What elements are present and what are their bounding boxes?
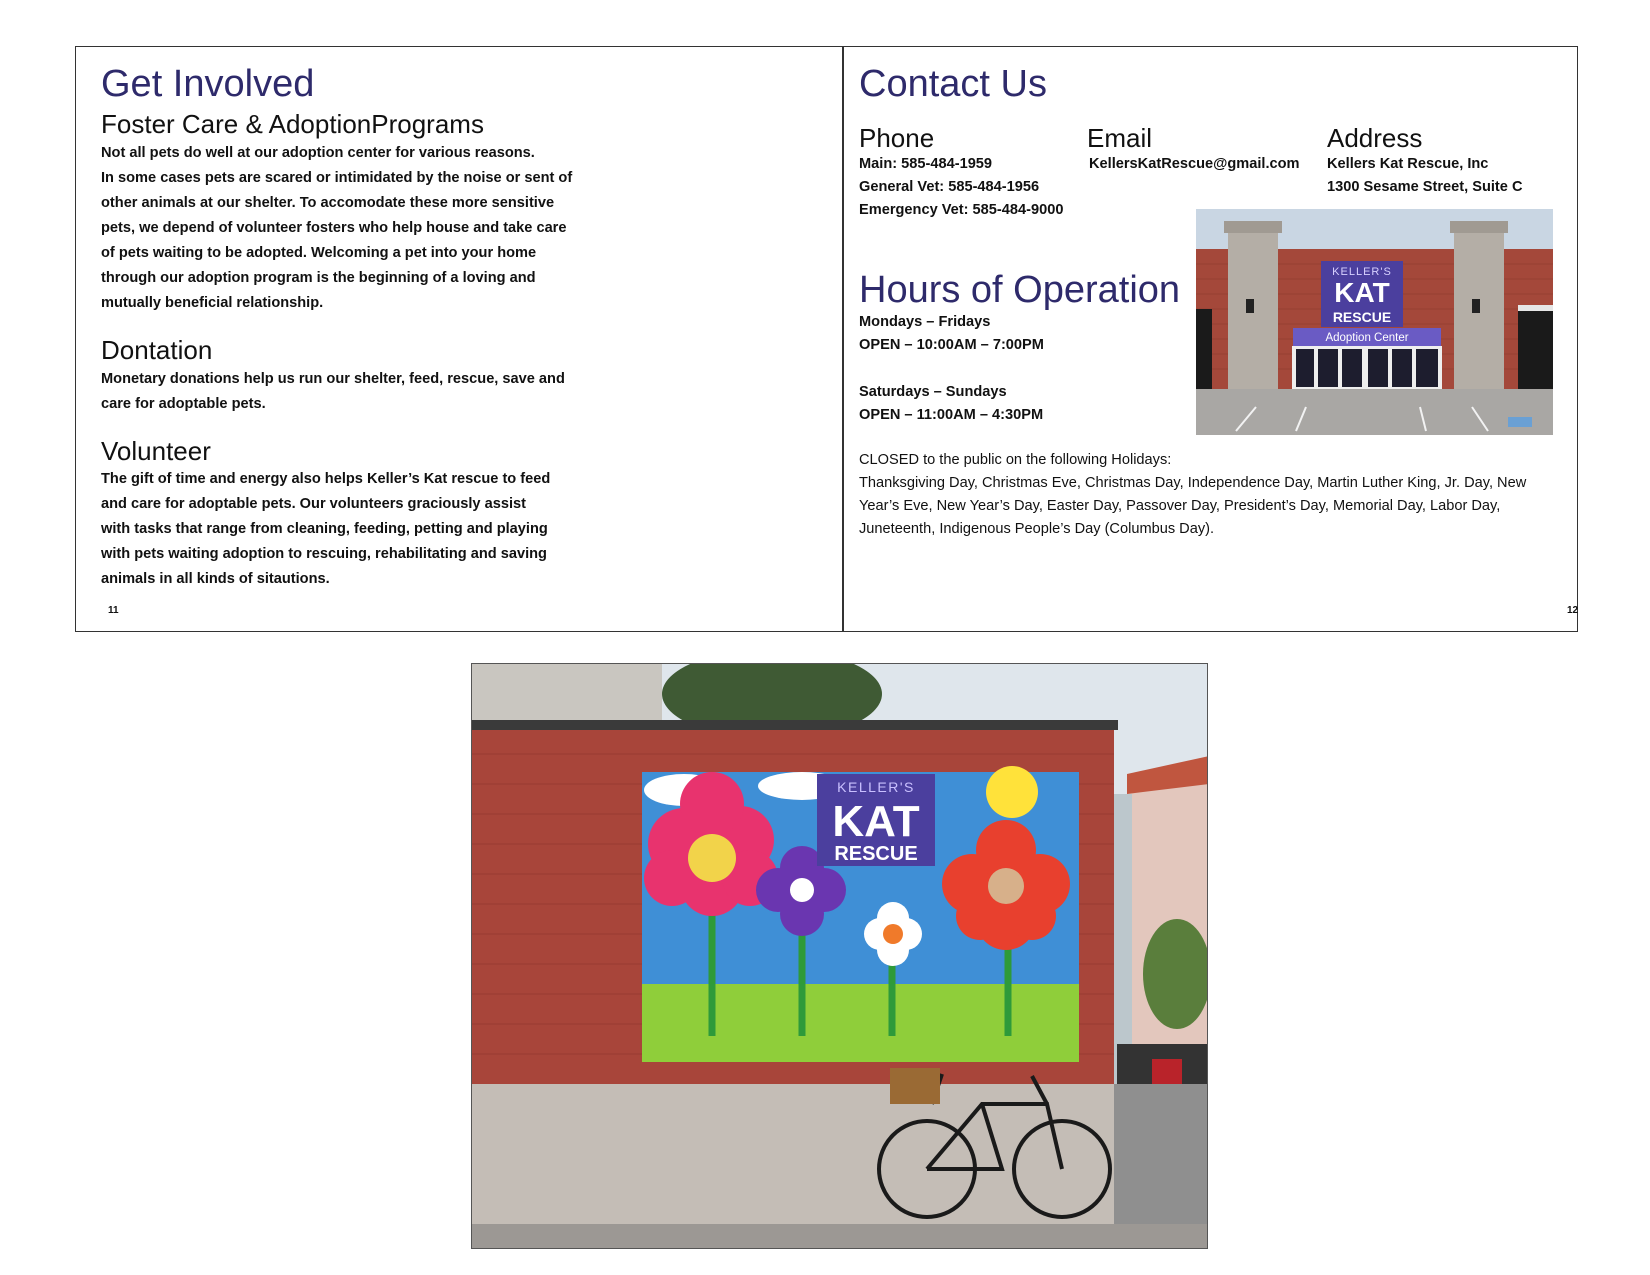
mural-illustration (472, 664, 1208, 1249)
storefront-sign-line2: KAT (1334, 277, 1390, 308)
closed-holidays (859, 449, 1526, 541)
donation-line: Monetary donations help us run our shelter, feed, rescue, save and (101, 371, 565, 387)
foster-line: mutually beneficial relationship. (101, 295, 324, 311)
volunteer-line: with tasks that range from cleaning, feeding, petting and playing (101, 521, 548, 537)
mural-photo (471, 663, 1208, 1249)
email-address: KellersKatRescue@gmail.com (1089, 156, 1300, 172)
weekend-hours: OPEN – 11:00AM – 4:30PM (859, 407, 1044, 423)
address-line: Kellers Kat Rescue, Inc (1327, 156, 1489, 172)
mural-sign-line2: KAT (832, 797, 920, 846)
email-value (1089, 153, 1300, 176)
hours-heading: Hours of Operation (859, 269, 1181, 311)
foster-line: pets, we depend of volunteer fosters who help house and take care (101, 220, 567, 236)
foster-line: through our adoption program is the beginning of a loving and (101, 270, 536, 286)
phone-list (859, 153, 1063, 222)
storefront-banner: Adoption Center (1325, 332, 1409, 344)
get-involved-title: Get Involved (101, 63, 315, 105)
foster-heading: Foster Care & AdoptionPrograms (101, 109, 484, 139)
volunteer-line: The gift of time and energy also helps Keller’s Kat rescue to feed (101, 471, 551, 487)
holiday-line: Year’s Eve, New Year’s Day, Easter Day, Passover Day, President’s Day, Memorial Day, Labor Day, (859, 498, 1501, 514)
address-heading: Address (1327, 123, 1423, 153)
foster-line: other animals at our shelter. To accomodate these more sensitive (101, 195, 555, 211)
hours-weekend (859, 381, 1043, 427)
donation-body (101, 367, 565, 417)
storefront-sign-line3: RESCUE (1332, 309, 1392, 325)
phone-line: Main: 585-484-1959 (859, 156, 993, 172)
donation-line: care for adoptable pets. (101, 396, 266, 412)
storefront-photo (1196, 209, 1553, 435)
page-number-left: 11 (108, 605, 119, 616)
contact-us-title: Contact Us (859, 63, 1047, 105)
volunteer-body (101, 467, 550, 592)
holiday-line: Juneteenth, Indigenous People’s Day (Columbus Day). (859, 521, 1215, 537)
volunteer-line: animals in all kinds of sitautions. (101, 571, 330, 587)
volunteer-heading: Volunteer (101, 436, 211, 466)
weekday-hours: OPEN – 10:00AM – 7:00PM (859, 337, 1044, 353)
closed-intro: CLOSED to the public on the following Holidays: (859, 452, 1172, 468)
foster-line: Not all pets do well at our adoption center for various reasons. (101, 145, 535, 161)
phone-line: Emergency Vet: 585-484-9000 (859, 202, 1064, 218)
phone-heading: Phone (859, 123, 935, 153)
storefront-sign-line1: KELLER'S (1332, 266, 1392, 278)
mural-sign-line1: KELLER'S (837, 779, 915, 795)
volunteer-line: with pets waiting adoption to rescuing, rehabilitating and saving (101, 546, 547, 562)
hours-weekday (859, 311, 1044, 357)
foster-line: In some cases pets are scared or intimidated by the noise or sent of (101, 170, 573, 186)
foster-line: of pets waiting to be adopted. Welcoming a pet into your home (101, 245, 537, 261)
storefront-illustration (1196, 209, 1553, 435)
holiday-line: Thanksgiving Day, Christmas Eve, Christmas Day, Independence Day, Martin Luther King, Jr. Day, New (859, 475, 1527, 491)
weekend-days: Saturdays – Sundays (859, 384, 1007, 400)
address-lines (1327, 153, 1523, 199)
donation-heading: Dontation (101, 335, 213, 365)
page-number-right: 12 (1567, 605, 1579, 616)
address-line: 1300 Sesame Street, Suite C (1327, 179, 1523, 195)
weekday-days: Mondays – Fridays (859, 314, 991, 330)
volunteer-line: and care for adoptable pets. Our volunteers graciously assist (101, 496, 526, 512)
foster-body (101, 141, 572, 316)
mural-sign-line3: RESCUE (834, 843, 918, 865)
page-left (76, 47, 842, 631)
email-heading: Email (1087, 123, 1153, 153)
phone-line: General Vet: 585-484-1956 (859, 179, 1040, 195)
